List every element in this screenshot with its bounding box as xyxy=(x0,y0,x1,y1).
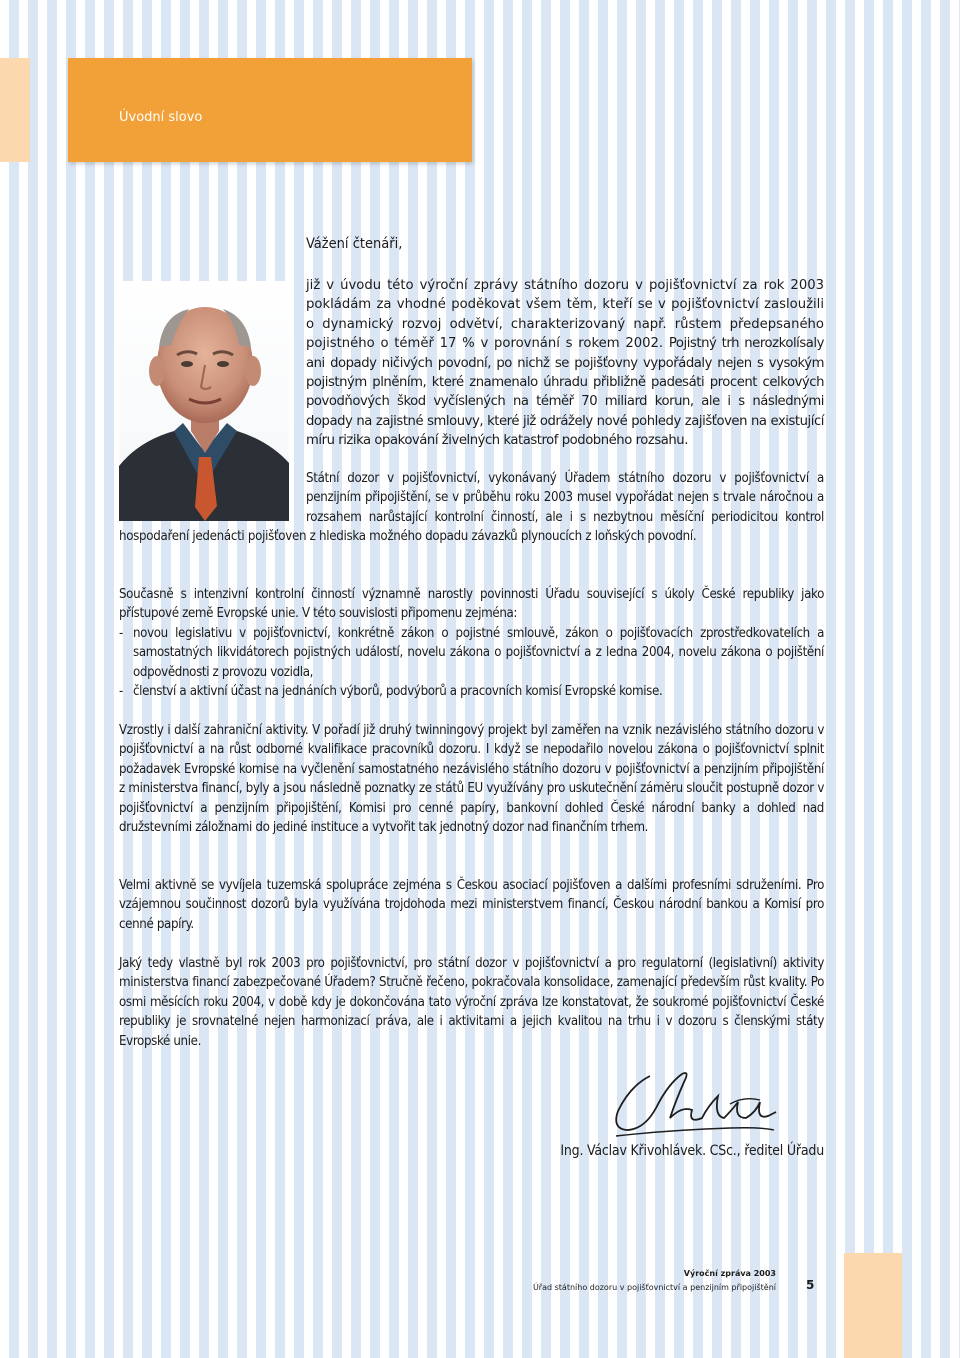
intro-text-a: již v úvodu této výroční zprávy státního dozoru v pojišťovnictví za rok 2003 pokládám za vhodné poděkovat všem těm, kteří se v pojišťovnictví zasloužili o dynamický rozvoj odvětví, charakterizovaný např. růstem předepsaného pojistného o téměř 17 % v porovnání s rokem 2002. xyxy=(306,278,824,352)
signer-name: Ing. Václav Křivohlávek. CSc., ředitel Úřadu xyxy=(560,1143,824,1159)
intro-text-b: Pojistný trh nerozkolísaly ani dopady ničivých povodní, po nichž se pojišťovny vypořádaly nejen s vysokým pojistným plněním, které znamenalo úhradu přibližně padesáti procent celkových povodňových škod vyčíslených na téměř 70 miliard korun, ale i s následnými dopady na zajistné smlouvy, které již odrážely nové pohledy zajišťoven na existující míru rizika opakování živelných katastrof podobného rozsahu. xyxy=(306,336,825,449)
paragraph-supervision-text: Státní dozor v pojišťovnictví, vykonávaný Úřadem státního dozoru v pojišťovnictví a penzijním připojištění, se v průběhu roku 2003 musel vypořádat nejen s trvale náročnou a rozsahem narůstající kontrolní činností, ale i s nezbytnou měsíční periodicitou kontrol hospodaření jedenácti pojišťoven z hlediska možného dopadu závazků plynoucích z loňských povodní. xyxy=(119,471,824,545)
duties-list xyxy=(119,624,824,702)
footer-office-name: Úřad státního dozoru v pojišťovnictví a penzijním připojištění xyxy=(532,1283,776,1292)
footer-report-title: Výroční zpráva 2003 xyxy=(683,1269,776,1278)
paragraph-supervision xyxy=(119,469,824,547)
paragraph-foreign-activities: Vzrostly i další zahraniční aktivity. V pořadí již druhý twinningový projekt byl zaměřen na vznik nezávislého státního dozoru v pojišťovnictví a na růst odborné kvalifikace pracovníků dozoru. I když se nepodařilo novelou zákona o pojišťovnictví splnit požadavek Evropské komise na vyčlenění samostatného nezávislého státního dozoru v pojišťovnictví a penzijním připojištění z ministerstva financí, byly a jsou následně poznatky ze států EU využívány pro uskutečnění záměru sloučit postupně dozor v pojišťovnictví a penzijním připojištění, Komisi pro cenné papíry, bankovní dohled České národní banky a dohled nad družstevními záložnami do jediné instituce a vytvořit tak jednotný dozor nad finančním trhem. xyxy=(119,723,824,836)
handwritten-signature xyxy=(610,1066,780,1146)
footer-accent-block xyxy=(844,1253,902,1358)
page-number: 5 xyxy=(806,1278,815,1292)
list-item-text: novou legislativu v pojišťovnictví, konkrétně zákon o pojistné smlouvě, zákon o pojišťovacích zprostředkovatelích a samostatných likvidátorech pojistných událostí, novelu zákona o pojišťovnictví a z ledna 2004, novelu zákona o pojištění odpovědnosti z provozu vozidla, xyxy=(133,626,824,680)
list-item xyxy=(119,624,824,682)
left-accent-strip xyxy=(0,58,30,162)
paragraph-domestic-cooperation: Velmi aktivně se vyvíjela tuzemská spolupráce zejména s Českou asociací pojišťoven a dalšími profesními sdruženími. Pro vzájemnou součinnost dozorů byla využívána trojdohoda mezi ministerstvem financí, Českou národní bankou a Komisí pro cenné papíry. xyxy=(119,878,824,932)
greeting: Vážení čtenáři, xyxy=(306,236,403,252)
list-item-text: členství a aktivní účast na jednáních výborů, podvýborů a pracovních komisí Evropské komise. xyxy=(133,684,663,700)
section-title: Úvodní slovo xyxy=(119,110,203,125)
paragraph-summary: Jaký tedy vlastně byl rok 2003 pro pojišťovnictví, pro státní dozor v pojišťovnictví a pro regulatorní (legislativní) aktivity ministerstva financí zabezpečované Úřadem? Stručně řečeno, pokračovala konsolidace, zamenající především růst kvality. Po osmi měsících roku 2004, v době kdy je dokončována tato výroční zpráva lze konstatovat, že soukromé pojišťovnictví České republiky je srovnatelné nejen harmonizací práva, ale i aktivitami a jejich kvalitou na trhu i v dozoru s členskými státy Evropské unie. xyxy=(119,956,824,1049)
paragraph-eu-duties: Současně s intenzivní kontrolní činností významně narostly povinnosti Úřadu související s úkoly České republiky jako přístupové země Evropské unie. V této souvislosti připomenu zejména: xyxy=(119,587,824,622)
list-marker: - xyxy=(119,684,123,700)
list-item xyxy=(119,682,824,701)
intro-paragraph xyxy=(306,276,824,451)
list-marker: - xyxy=(119,626,123,641)
photo-wrap-spacer xyxy=(119,469,306,527)
section-header xyxy=(68,58,472,162)
